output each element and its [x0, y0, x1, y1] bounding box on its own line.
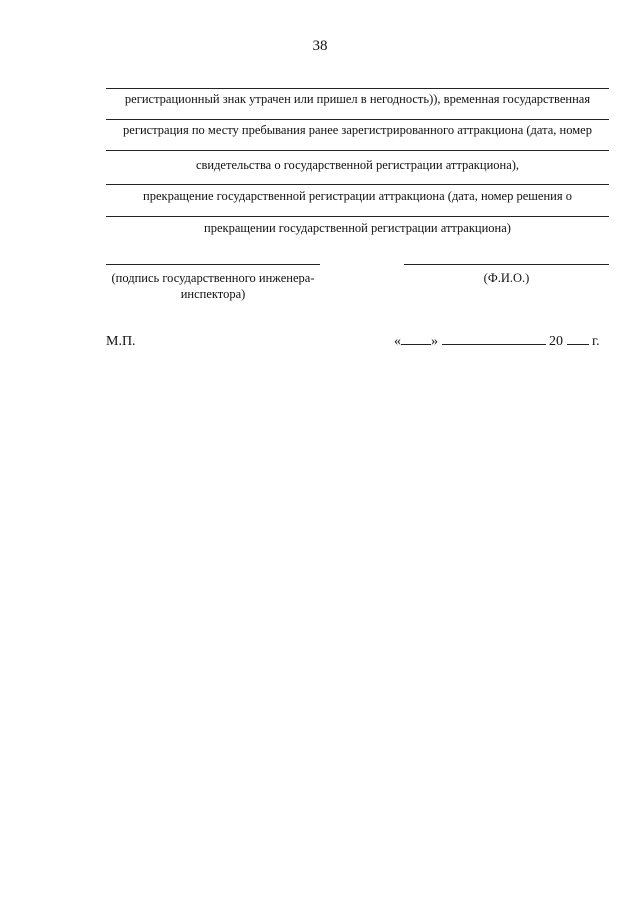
form-rule-5 [106, 216, 609, 217]
form-line-2: регистрация по месту пребывания ранее зарегистрированного аттракциона (дата, номер [123, 123, 592, 137]
form-line-3: свидетельства о государственной регистрации аттракциона), [195, 158, 520, 172]
form-rule-4 [106, 184, 609, 185]
date-open-quote: « [394, 334, 401, 349]
stamp-label: М.П. [106, 334, 136, 349]
year-prefix: 20 [549, 334, 563, 349]
month-blank [442, 332, 546, 345]
day-blank [401, 332, 431, 345]
year-suffix: г. [592, 334, 600, 349]
name-line [404, 264, 609, 265]
date-field [394, 332, 610, 350]
form-line-4: прекращение государственной регистрации аттракциона (дата, номер решения о [143, 189, 572, 203]
signature-caption: (подпись государственного инженера-инспектора) [111, 271, 315, 301]
signature-line [106, 264, 320, 265]
form-line-5: прекращении государственной регистрации аттракциона) [204, 221, 511, 235]
date-close-quote: » [431, 334, 438, 349]
form-line-1: регистрационный знак утрачен или пришел в негодность)), временная государственная [124, 92, 591, 106]
form-rule-1 [106, 88, 609, 89]
name-caption: (Ф.И.О.) [483, 271, 530, 285]
page-number: 38 [312, 38, 328, 54]
form-rule-2 [106, 119, 609, 120]
form-rule-3 [106, 150, 609, 151]
year-blank [567, 332, 589, 345]
